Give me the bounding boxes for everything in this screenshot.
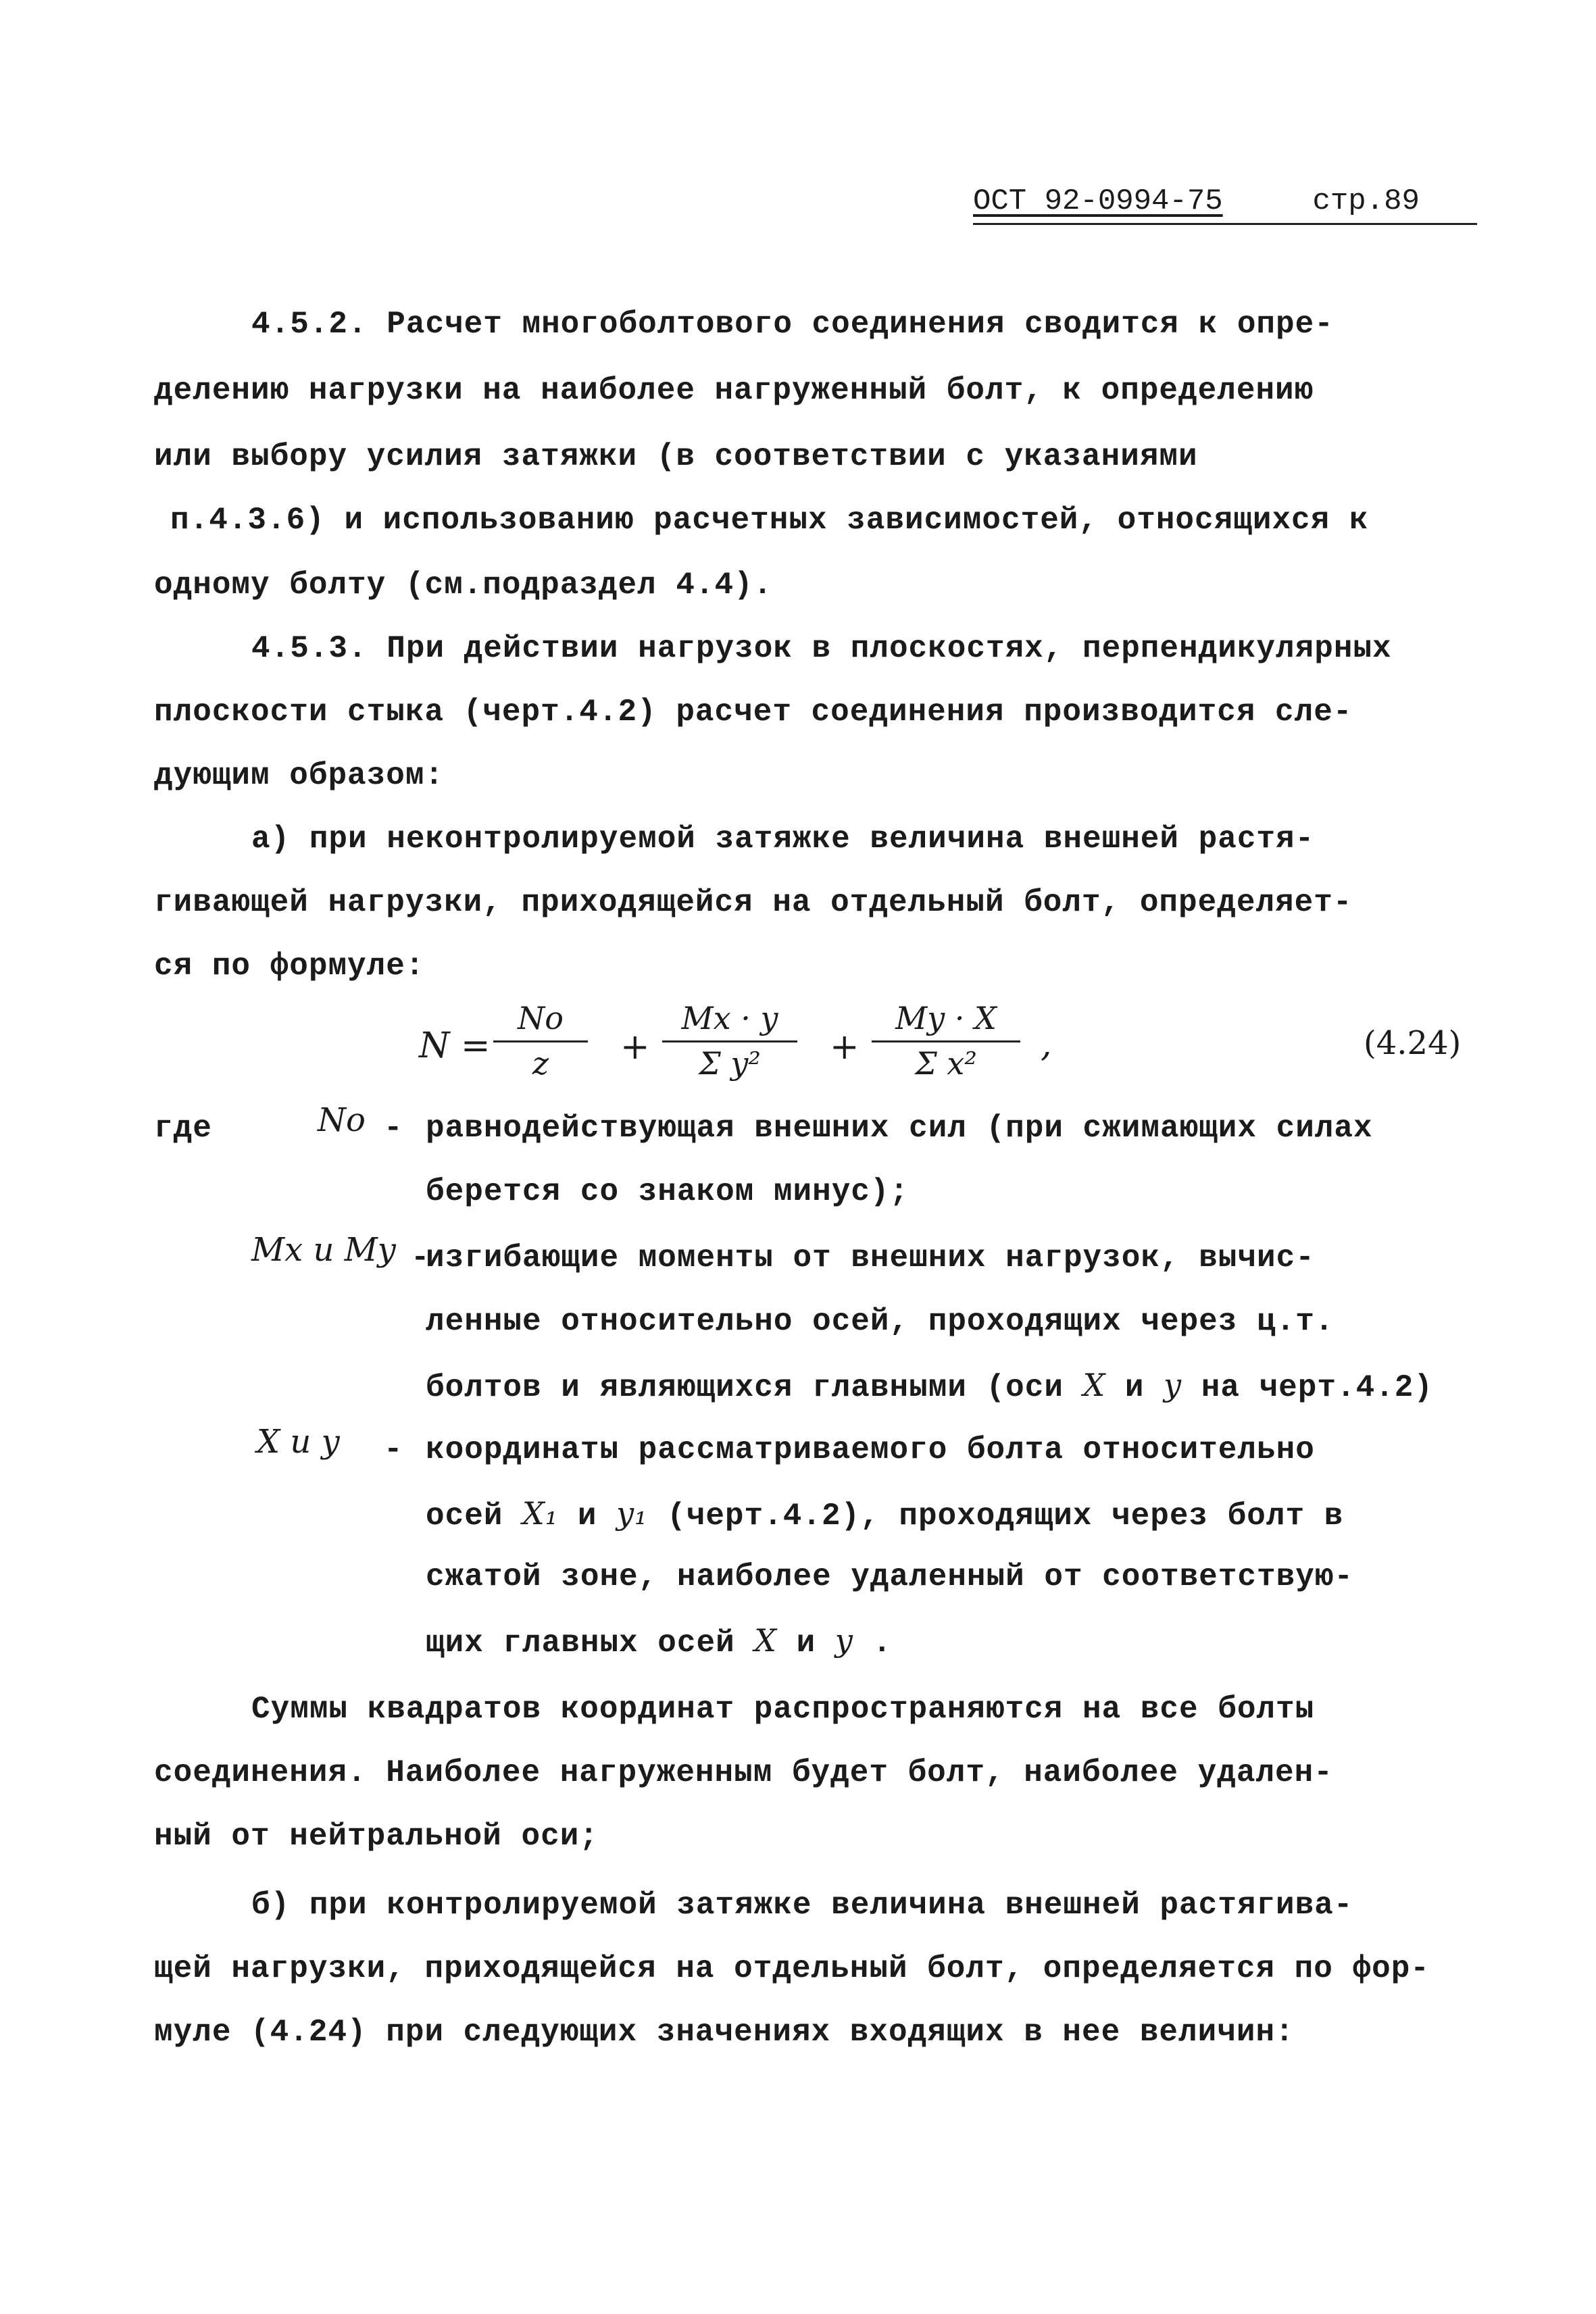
- fraction-my-x: [872, 1000, 1020, 1082]
- fraction-2-numerator: Mx · y: [662, 1000, 797, 1042]
- fraction-mx-y: [662, 1000, 797, 1082]
- axis-x-symbol: X: [1082, 1367, 1106, 1403]
- def2-line-2: ленные относительно осей, проходящих через ц.т.: [426, 1304, 1335, 1339]
- plus-sign-1: +: [620, 1027, 650, 1067]
- header-underline: [973, 223, 1477, 225]
- def2-line-1: изгибающие моменты от внешних нагрузок, вычис-: [426, 1240, 1315, 1276]
- formula-comma: ,: [1041, 1024, 1052, 1065]
- main-axis-y-symbol: y: [834, 1622, 853, 1659]
- def3-line-4: [426, 1620, 892, 1663]
- def3-line-2-start: осей: [426, 1499, 503, 1534]
- p452-line-3: или выбору усилия затяжки (в соответствии с указаниями: [154, 439, 1198, 474]
- p453-line-3: дующим образом:: [154, 758, 445, 793]
- symbol-mx-my: Mx и My: [251, 1231, 396, 1269]
- def2-line-3-text: болтов и являющихся главными (оси: [426, 1370, 1064, 1405]
- dash-3: -: [384, 1432, 403, 1467]
- fraction-3-denominator: Σ x²: [915, 1045, 977, 1082]
- symbol-no: No: [318, 1101, 366, 1139]
- def3-line-3: сжатой зоне, наиболее удаленный от соответствую-: [426, 1559, 1354, 1594]
- p452-line-4: п.4.3.6) и использованию расчетных зависимостей, относящихся к: [170, 503, 1369, 538]
- dash-2: -: [411, 1240, 430, 1276]
- fraction-1-denominator: z: [532, 1045, 549, 1082]
- main-axis-x-symbol: X: [754, 1622, 778, 1659]
- pa-line-1: а) при неконтролируемой затяжке величина внешней растя-: [251, 822, 1315, 857]
- where-label: где: [154, 1111, 212, 1146]
- def3-line-1: координаты рассматриваемого болта относительно: [426, 1432, 1315, 1467]
- pb-line-2: щей нагрузки, приходящейся на отдельный болт, определяется по фор-: [154, 1951, 1430, 1986]
- axis-x1-symbol: X₁: [522, 1495, 559, 1532]
- and-word: и: [1124, 1370, 1145, 1405]
- def2-line-3-end: на черт.4.2): [1201, 1370, 1434, 1405]
- fraction-3-numerator: My · X: [872, 1000, 1020, 1042]
- pb-line-1: б) при контролируемой затяжке величина внешней растягива-: [251, 1888, 1353, 1923]
- axis-y1-symbol: y₁: [616, 1495, 648, 1532]
- p452-line-1: 4.5.2. Расчет многоболтового соединения сводится к опре-: [251, 307, 1334, 342]
- p453-line-1: 4.5.3. При действии нагрузок в плоскостях, перпендикулярных: [251, 631, 1392, 666]
- def1-line-2: берется со знаком минус);: [426, 1174, 909, 1209]
- def3-and-2: и: [796, 1626, 816, 1661]
- sums-line-3: ный от нейтральной оси;: [154, 1819, 599, 1854]
- sums-line-2: соединения. Наиболее нагруженным будет болт, наиболее удален-: [154, 1755, 1333, 1790]
- dash-1: -: [384, 1111, 403, 1146]
- page-header: [973, 181, 1420, 222]
- sums-line-1: Суммы квадратов координат распространяются на все болты: [251, 1692, 1315, 1727]
- page-number: стр.89: [1312, 184, 1420, 218]
- standard-number: ОСТ 92-0994-75: [973, 184, 1223, 218]
- def3-and-1: и: [577, 1499, 597, 1534]
- fraction-2-denominator: Σ y²: [699, 1045, 761, 1082]
- formula-lhs: N =: [419, 1026, 491, 1066]
- p452-line-5: одному болту (см.подраздел 4.4).: [154, 568, 773, 603]
- def3-line-2-end: (черт.4.2), проходящих через болт в: [667, 1499, 1344, 1534]
- fraction-no-over-z: [493, 1000, 588, 1082]
- def2-line-3: [426, 1365, 1433, 1408]
- axis-y-symbol: y: [1164, 1367, 1182, 1403]
- symbol-x-y: X и y: [257, 1423, 340, 1461]
- p452-line-2: делению нагрузки на наиболее нагруженный болт, к определению: [154, 373, 1314, 408]
- p453-line-2: плоскости стыка (черт.4.2) расчет соединения производится сле-: [154, 695, 1353, 730]
- def3-line-4-start: щих главных осей: [426, 1626, 735, 1661]
- formula-number: (4.24): [1364, 1024, 1462, 1062]
- pa-line-3: ся по формуле:: [154, 949, 425, 984]
- fraction-1-numerator: No: [493, 1000, 588, 1042]
- def3-line-2: [426, 1493, 1343, 1536]
- pb-line-3: муле (4.24) при следующих значениях входящих в нее величин:: [154, 2015, 1295, 2050]
- def1-line-1: равнодействующая внешних сил (при сжимающих силах: [426, 1111, 1373, 1146]
- plus-sign-2: +: [830, 1027, 859, 1067]
- pa-line-2: гивающей нагрузки, приходящейся на отдельный болт, определяет-: [154, 885, 1353, 920]
- def3-line-4-end: .: [872, 1626, 893, 1661]
